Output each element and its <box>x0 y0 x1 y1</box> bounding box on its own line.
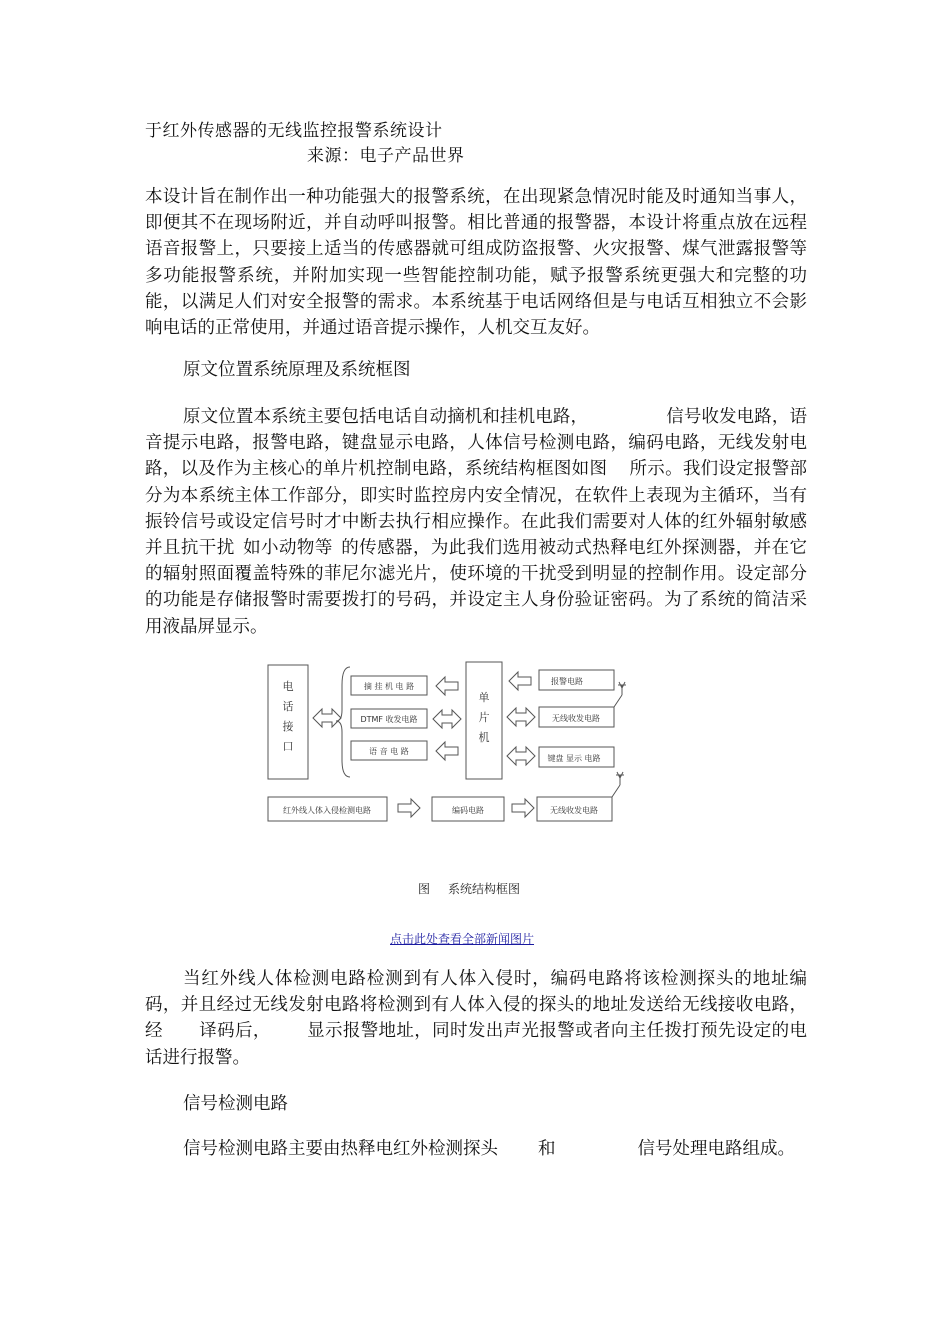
principle-text-1: 原文位置本系统主要包括电话自动摘机和挂机电路， <box>183 407 589 427</box>
dtmf-circuit-label: DTMF 收发电路 <box>360 715 418 724</box>
antenna-icon <box>614 682 626 707</box>
system-block-diagram <box>262 655 634 827</box>
article-source: 来源：电子产品世界 <box>307 146 465 166</box>
caption-text: 系统结构框图 <box>448 882 521 896</box>
arrow-encoder-wireless <box>512 799 534 817</box>
signal-text-3: 信号处理电路组成。 <box>637 1139 795 1159</box>
phone-interface-label-1: 电 <box>282 680 294 693</box>
principle-paragraph <box>145 404 807 640</box>
hook-circuit-label: 摘 挂 机 电 路 <box>363 682 415 691</box>
section-heading-principle: 原文位置系统原理及系统框图 <box>183 360 411 380</box>
section-heading-detection: 信号检测电路 <box>183 1094 288 1114</box>
arrow-wireless-mcu <box>507 708 535 726</box>
encoder-label: 编码电路 <box>452 806 484 815</box>
phone-interface-label-4: 口 <box>282 740 294 753</box>
principle-text-2: 信号收发电路，语音提示电路，报警电路，键盘显示电路，人体信号检测电路，编码电路，无线发射电路，以及作为主核心的单片机控制电路，系统结构框图如图 <box>145 407 808 480</box>
principle-text-3: 所示。我们设定报警部分为本系统主体工作部分，即实时监控房内安全情况，在软件上表现为主循环，当有振铃信号或设定信号时才中断去执行相应操作。在此我们需要对人体的红外辐射敏感并且抗干扰 <box>145 459 808 559</box>
ir-detect-label: 红外线人体入侵检测电路 <box>283 806 371 815</box>
arrow-alarm-mcu <box>509 672 531 690</box>
figure-caption <box>418 880 520 897</box>
detection-text-2: 译码后， <box>198 1021 271 1042</box>
arrow-hook-mcu <box>436 677 458 695</box>
phone-interface-label-2: 话 <box>282 700 294 713</box>
detection-text-1: 当红外线人体检测电路检测到有人体入侵时，编码电路将该检测探头的地址编码，并且经过无线发射电路将检测到有人体入侵的探头的地址发送给无线接收电路，经 <box>145 969 807 1042</box>
arrow-keyboard-mcu <box>507 747 535 765</box>
wireless-circuit-label: 无线收发电路 <box>552 714 600 723</box>
signal-text-2: 和 <box>538 1139 556 1159</box>
view-all-images-link[interactable]: 点击此处查看全部新闻图片 <box>390 932 535 946</box>
antenna-2-icon <box>612 772 624 797</box>
mcu-label-2: 片 <box>478 711 490 724</box>
phone-interface-label-3: 接 <box>282 720 294 733</box>
diagram-svg <box>262 655 634 827</box>
arrow-phone-circuits <box>313 709 341 727</box>
principle-text-5: 的传感器，为此我们选用被动式热释电红外探测器，并在它的辐射照面覆盖特殊的菲尼尔滤光片，使环境的干扰受到明显的控制作用。设定部分的功能是存储报警时需要拨打的号码，并设定主人身份验证密码。为了系统的简洁采用液晶屏显示。 <box>145 538 808 637</box>
caption-label: 图 <box>418 882 431 896</box>
detection-text-3: 显示报警地址，同时发出声光报警或者向主任拨打预先设定的电话进行报警。 <box>145 1021 808 1068</box>
arrow-voice-mcu <box>436 742 458 760</box>
wireless-circuit-2-label: 无线收发电路 <box>550 806 598 815</box>
signal-paragraph <box>145 1136 807 1162</box>
mcu-label-1: 单 <box>478 691 490 704</box>
mcu-label-3: 机 <box>478 731 490 744</box>
intro-paragraph: 本设计旨在制作出一种功能强大的报警系统，在出现紧急情况时能及时通知当事人，即便其不在现场附近，并自动呼叫报警。相比普通的报警器，本设计将重点放在远程语音报警上，只要接上适当的传感器就可组成防盗报警、火灾报警、煤气泄露报警等多功能报警系统，并附加实现一些智能控制功能，赋予报警系统更强大和完整的功能，以满足人们对安全报警的需求。本系统基于电话网络但是与电话互相独立不会影响电话的正常使用，并通过语音提示操作，人机交互友好。 <box>145 187 807 339</box>
voice-circuit-label: 语 音 电 路 <box>369 747 409 756</box>
detection-paragraph <box>145 966 807 1071</box>
alarm-circuit-label: 报警电路 <box>551 677 583 686</box>
article-title: 于红外传感器的无线监控报警系统设计 <box>145 121 443 141</box>
arrow-ir-encoder <box>398 799 420 817</box>
signal-text-1: 信号检测电路主要由热释电红外检测探头 <box>183 1139 498 1159</box>
keyboard-display-label: 键盘 显示 电路 <box>547 754 601 763</box>
circuits-brace <box>336 667 350 777</box>
arrow-dtmf-mcu <box>433 710 461 728</box>
principle-text-4: 如小动物等 <box>242 538 333 559</box>
